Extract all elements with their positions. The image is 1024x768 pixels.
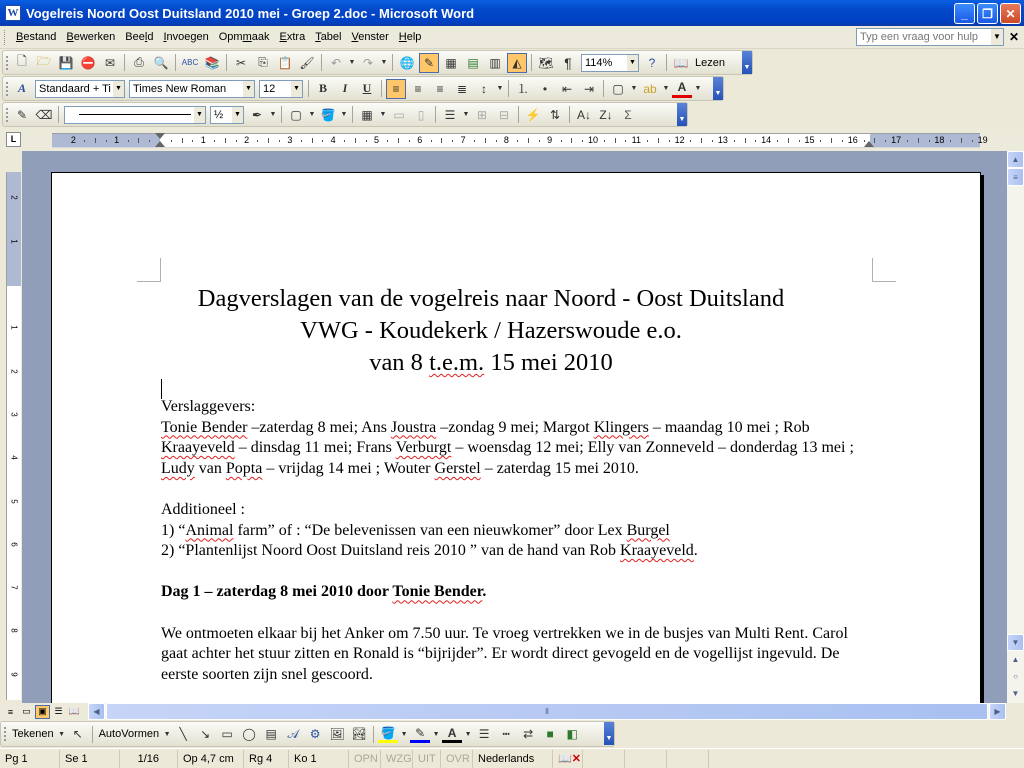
chevron-down-icon[interactable]: ▼ bbox=[194, 107, 205, 123]
chevron-down-icon[interactable]: ▼ bbox=[163, 730, 171, 738]
border-color-dropdown-icon[interactable]: ▼ bbox=[269, 111, 277, 118]
ruler-number: 19 bbox=[977, 135, 988, 145]
ruler-number: 15 bbox=[804, 135, 815, 145]
ruler-number: 7 bbox=[460, 135, 466, 145]
doc-title-line-2: VWG - Koudekerk / Hazerswoude e.o. bbox=[300, 317, 682, 344]
text-box-icon[interactable]: ▤ bbox=[265, 727, 277, 741]
text-caret bbox=[161, 379, 162, 399]
align-center-icon[interactable]: ≡ bbox=[414, 81, 422, 96]
scroll-thumb[interactable]: ≡ bbox=[1007, 168, 1024, 186]
ruler-tick bbox=[398, 138, 399, 143]
ruler-tick bbox=[820, 140, 821, 142]
menu-opmaak[interactable]: Opmmaak bbox=[218, 31, 270, 43]
insert-table-dropdown-icon[interactable]: ▼ bbox=[379, 111, 387, 118]
table-autoformat-icon[interactable]: ⚡ bbox=[525, 107, 541, 122]
align-cell-dropdown-icon[interactable]: ▼ bbox=[462, 111, 470, 118]
status-empty-2 bbox=[625, 750, 667, 768]
ruler-tick bbox=[690, 140, 691, 142]
ruler-tick bbox=[625, 140, 626, 142]
draw-menu-button[interactable]: Tekenen bbox=[12, 728, 54, 740]
ruler-tick bbox=[182, 138, 183, 143]
ruler-tick bbox=[539, 140, 540, 142]
drawing-icon[interactable]: ◭ bbox=[507, 53, 527, 73]
ruler-number: 14 bbox=[761, 135, 772, 145]
ruler-tick bbox=[517, 140, 518, 142]
scroll-up-icon[interactable]: ▲ bbox=[1007, 151, 1024, 168]
line-spacing-icon[interactable]: ↕ bbox=[481, 81, 487, 96]
vertical-ruler-number: 2 bbox=[9, 195, 19, 201]
crop-mark bbox=[872, 258, 896, 282]
underline-button[interactable]: U bbox=[362, 81, 372, 95]
style-select[interactable]: Standaard + Ti ▼ bbox=[35, 80, 125, 98]
next-page-icon[interactable]: ▼ bbox=[1007, 685, 1024, 702]
ruler-tick bbox=[312, 138, 313, 143]
hyperlink-icon[interactable]: 🌐 bbox=[399, 55, 415, 70]
styles-pane-icon[interactable]: A bbox=[17, 81, 26, 95]
verslaggevers-label: Verslaggevers: bbox=[161, 398, 256, 415]
chevron-down-icon[interactable]: ▼ bbox=[113, 81, 124, 97]
ruler-tick bbox=[582, 140, 583, 142]
restore-button[interactable]: ❐ bbox=[977, 3, 998, 24]
status-line[interactable]: Rg 4 bbox=[244, 750, 289, 768]
reading-layout-icon[interactable]: 📖 bbox=[68, 706, 81, 716]
align-cell-icon[interactable]: ☰ bbox=[444, 107, 456, 122]
right-margin-shade bbox=[870, 134, 980, 147]
menu-extra[interactable]: Extra bbox=[279, 31, 306, 43]
day-heading: Dag 1 – zaterdag 8 mei 2010 door Tonie Bender. bbox=[161, 583, 487, 601]
additioneel-label: Additioneel : bbox=[161, 500, 245, 518]
chevron-down-icon[interactable]: ▼ bbox=[58, 730, 66, 738]
font-color-dropdown-icon[interactable]: ▼ bbox=[464, 730, 472, 738]
show-hide-icon[interactable]: ¶ bbox=[564, 54, 572, 71]
ruler-tick bbox=[84, 140, 85, 142]
status-language[interactable]: Nederlands bbox=[473, 750, 553, 768]
ruler-tick bbox=[701, 138, 702, 143]
help-search-input[interactable]: Typ een vraag voor hulp ▼ bbox=[856, 28, 1004, 46]
align-left-icon[interactable]: ≡ bbox=[386, 79, 406, 99]
ruler-number: 1 bbox=[200, 135, 206, 145]
paste-icon[interactable]: 📋 bbox=[277, 55, 293, 70]
status-bar bbox=[0, 748, 1024, 768]
autoshapes-button[interactable]: AutoVormen bbox=[98, 728, 160, 740]
ruler-tick bbox=[344, 140, 345, 142]
menu-bestand[interactable]: Bestand bbox=[16, 31, 57, 43]
ruler-tick bbox=[149, 140, 150, 142]
toolbar-options-icon[interactable]: ▼ bbox=[742, 51, 752, 74]
menu-invoegen[interactable]: Invoegen bbox=[163, 31, 209, 43]
print-layout-icon[interactable]: ▣ bbox=[35, 705, 50, 719]
font-size-select[interactable]: 12 ▼ bbox=[259, 80, 303, 98]
ruler-tick bbox=[474, 140, 475, 142]
menu-tabel[interactable]: Tabel bbox=[315, 31, 342, 43]
research-icon[interactable]: 📚 bbox=[204, 55, 220, 70]
window-title: Vogelreis Noord Oost Duitsland 2010 mei - Groep 2.doc - Microsoft Word bbox=[26, 5, 475, 21]
web-layout-icon[interactable]: ▭ bbox=[22, 706, 31, 716]
status-position[interactable]: Op 4,7 cm bbox=[178, 750, 244, 768]
menu-grip[interactable] bbox=[4, 30, 7, 45]
chevron-down-icon[interactable]: ▼ bbox=[991, 29, 1003, 45]
vertical-ruler-number: 2 bbox=[9, 368, 19, 374]
redo-dropdown-icon[interactable]: ▼ bbox=[380, 59, 388, 66]
status-record-macro[interactable]: OPN bbox=[349, 750, 381, 768]
tables-borders-icon[interactable]: ✎ bbox=[419, 53, 439, 73]
save-icon[interactable]: 💾 bbox=[58, 55, 74, 70]
doc-title-line-1: Dagverslagen van de vogelreis naar Noord - Oost Duitsland bbox=[197, 285, 785, 312]
horizontal-scrollbar[interactable] bbox=[88, 703, 1006, 720]
eraser-icon[interactable]: ⌫ bbox=[35, 107, 53, 122]
scroll-right-icon[interactable]: ▶ bbox=[989, 703, 1006, 720]
ruler-tick bbox=[712, 140, 713, 142]
arrow-style-icon[interactable]: ⇄ bbox=[523, 727, 534, 741]
ruler-tick bbox=[279, 140, 280, 142]
border-dropdown-icon[interactable]: ▼ bbox=[630, 85, 638, 92]
additioneel-item-1: 1) “Animal farm” of : “De belevenissen van een nieuwkomer” door Lex Burgel bbox=[161, 521, 670, 539]
shadow-style-icon[interactable]: ■ bbox=[546, 727, 554, 741]
ruler-number: 8 bbox=[503, 135, 509, 145]
insert-excel-icon[interactable]: ▤ bbox=[467, 55, 479, 70]
new-document-icon[interactable]: 🗋 bbox=[17, 54, 27, 68]
line-icon[interactable]: ╲ bbox=[179, 727, 187, 741]
print-icon[interactable]: ⎙ bbox=[134, 55, 144, 69]
vertical-ruler-number: 9 bbox=[9, 671, 19, 677]
menu-beeld[interactable]: Beeld bbox=[125, 31, 154, 43]
body-paragraph: We ontmoeten elkaar bij het Anker om 7.50 uur. Te vroeg vertrekken we in de busjes van Multi Rent. Carol gaat achter het stuur zitten en Ronald is “bijrijder”. Er wordt direct gevogeld en de vogellijst ingevuld. De eerste soorten zijn snel gescoord. bbox=[161, 624, 848, 683]
ruler-tick bbox=[485, 138, 486, 143]
print-preview-icon[interactable]: 🔍 bbox=[153, 55, 169, 70]
oval-icon[interactable]: ◯ bbox=[242, 727, 256, 741]
draw-table-icon[interactable]: ✎ bbox=[16, 107, 28, 122]
ruler-tick bbox=[171, 140, 172, 142]
previous-page-icon[interactable]: ▲ bbox=[1007, 651, 1024, 668]
normal-view-icon[interactable]: ≡ bbox=[7, 706, 14, 717]
font-color-icon[interactable]: A bbox=[442, 725, 462, 743]
bold-button[interactable]: B bbox=[318, 81, 327, 95]
vertical-ruler-number: 4 bbox=[9, 455, 19, 460]
status-section[interactable]: Se 1 bbox=[60, 750, 120, 768]
menu-venster[interactable]: Venster bbox=[351, 31, 389, 43]
chevron-down-icon[interactable]: ▼ bbox=[243, 81, 254, 97]
first-line-indent-marker[interactable] bbox=[155, 133, 165, 139]
ruler-tick bbox=[799, 140, 800, 142]
sort-descending-icon[interactable]: Z↓ bbox=[599, 107, 613, 122]
scroll-left-icon[interactable]: ◀ bbox=[88, 703, 105, 720]
fill-color-icon[interactable]: 🪣 bbox=[378, 725, 398, 743]
wordart-icon[interactable]: 𝒜 bbox=[287, 726, 299, 741]
ruler-tick bbox=[929, 140, 930, 142]
ruler-number: 17 bbox=[891, 135, 902, 145]
redo-icon[interactable]: ↷ bbox=[362, 55, 374, 70]
copy-icon[interactable]: ⎘ bbox=[258, 55, 268, 69]
status-page[interactable]: Pg 1 bbox=[0, 750, 60, 768]
ruler-tick bbox=[604, 140, 605, 142]
text-direction-icon[interactable]: ⇅ bbox=[549, 107, 561, 122]
vertical-scrollbar[interactable] bbox=[1007, 151, 1024, 703]
ruler-tick bbox=[268, 138, 269, 143]
status-track-changes[interactable]: WZG bbox=[381, 750, 413, 768]
standard-toolbar bbox=[2, 50, 753, 75]
ruler-number: 16 bbox=[847, 135, 858, 145]
ruler-number: 9 bbox=[547, 135, 553, 145]
ruler-number: 11 bbox=[631, 135, 641, 145]
ruler-number: 12 bbox=[674, 135, 685, 145]
ruler-tick bbox=[658, 138, 659, 143]
vertical-ruler-number: 3 bbox=[9, 412, 19, 417]
vertical-ruler-number: 5 bbox=[9, 498, 19, 504]
picture-icon[interactable]: 🏞 bbox=[351, 727, 367, 741]
clip-art-icon[interactable]: 🖼 bbox=[329, 727, 345, 741]
ruler-tick bbox=[885, 140, 886, 142]
outside-border-dropdown-icon[interactable]: ▼ bbox=[308, 111, 316, 118]
ruler-number: 6 bbox=[417, 135, 423, 145]
outline-view-icon[interactable]: ☰ bbox=[54, 706, 63, 716]
line-color-dropdown-icon[interactable]: ▼ bbox=[432, 730, 440, 738]
word-app-icon[interactable]: W bbox=[5, 5, 21, 21]
status-extend[interactable]: UIT bbox=[413, 750, 441, 768]
align-right-icon[interactable]: ≡ bbox=[436, 81, 444, 96]
ruler-tick bbox=[452, 140, 453, 142]
rectangle-icon[interactable]: ▭ bbox=[221, 727, 233, 741]
ruler-tick bbox=[907, 140, 908, 142]
numbering-icon[interactable]: ⒈ bbox=[516, 82, 529, 96]
verslaggevers-text: Tonie Bender –zaterdag 8 mei; Ans Joustra –zondag 9 mei; Margot Klingers – maandag 10 mei ; Rob Kraayeveld – dinsdag 11 mei; Frans Verburgt – woensdag 12 mei; Elly van Zonneveld – donderdag 13 mei ; Ludy van Popta – vrijdag 14 mei ; Wouter Gerstel – zaterdag 15 mei 2010. bbox=[161, 418, 854, 477]
horizontal-ruler[interactable] bbox=[52, 133, 988, 148]
ruler-area bbox=[0, 129, 1024, 151]
highlight-dropdown-icon[interactable]: ▼ bbox=[662, 85, 670, 92]
status-empty-3 bbox=[667, 750, 709, 768]
border-icon[interactable]: ▢ bbox=[612, 81, 624, 96]
ruler-tick bbox=[355, 138, 356, 143]
font-select[interactable]: Times New Roman ▼ bbox=[129, 80, 255, 98]
cut-icon[interactable]: ✂ bbox=[235, 55, 247, 70]
ruler-tick bbox=[257, 140, 258, 142]
zoom-select[interactable]: 114% ▼ bbox=[581, 54, 639, 72]
spelling-icon[interactable]: ABC bbox=[181, 58, 199, 67]
ruler-tick bbox=[864, 140, 865, 142]
vertical-ruler-number: 7 bbox=[9, 585, 19, 590]
distribute-columns-icon[interactable]: ⊟ bbox=[498, 107, 510, 122]
status-column[interactable]: Ko 1 bbox=[289, 750, 349, 768]
status-overtype[interactable]: OVR bbox=[441, 750, 473, 768]
document-area[interactable] bbox=[22, 151, 1007, 703]
distribute-rows-icon[interactable]: ⊞ bbox=[476, 107, 488, 122]
line-style-icon[interactable]: ☰ bbox=[478, 727, 490, 741]
ruler-tick bbox=[950, 140, 951, 142]
read-button[interactable]: Lezen bbox=[695, 56, 725, 69]
top-margin-shade bbox=[7, 172, 21, 286]
minimize-button[interactable]: _ bbox=[954, 3, 975, 24]
ruler-tick bbox=[918, 138, 919, 143]
merge-cells-icon[interactable]: ▭ bbox=[393, 107, 405, 122]
ruler-tick bbox=[647, 140, 648, 142]
ruler-tick bbox=[734, 140, 735, 142]
font-color-dropdown-icon[interactable]: ▼ bbox=[694, 85, 702, 92]
close-button[interactable]: ✕ bbox=[1000, 3, 1021, 24]
split-cells-icon[interactable]: ▯ bbox=[417, 107, 425, 122]
vertical-ruler-number: 8 bbox=[9, 628, 19, 634]
dash-style-icon[interactable]: ┅ bbox=[502, 727, 510, 741]
insert-table-icon[interactable]: ▦ bbox=[361, 107, 373, 122]
crop-mark bbox=[137, 258, 161, 282]
autosum-icon[interactable]: Σ bbox=[624, 107, 632, 122]
line-weight-select[interactable]: ½ ▼ bbox=[210, 106, 244, 124]
ruler-tick bbox=[745, 138, 746, 143]
format-painter-icon[interactable]: 🖌 bbox=[299, 55, 315, 70]
tables-borders-toolbar bbox=[2, 102, 688, 127]
ruler-tick bbox=[301, 140, 302, 142]
vertical-ruler-number: 1 bbox=[9, 238, 19, 244]
right-indent-marker[interactable] bbox=[864, 141, 874, 147]
3d-style-icon[interactable]: ◧ bbox=[566, 727, 578, 741]
permission-icon[interactable]: ⛔ bbox=[80, 55, 96, 70]
fill-color-dropdown-icon[interactable]: ▼ bbox=[400, 730, 408, 738]
email-icon[interactable]: ✉ bbox=[104, 55, 116, 70]
ruler-tick bbox=[192, 140, 193, 142]
help-icon[interactable]: ? bbox=[648, 55, 656, 70]
browse-object-icon[interactable]: ○ bbox=[1007, 668, 1024, 685]
ruler-tick bbox=[138, 138, 139, 143]
decrease-indent-icon[interactable]: ⇤ bbox=[561, 81, 573, 96]
ruler-tick bbox=[561, 140, 562, 142]
status-page-count[interactable]: 1/16 bbox=[120, 750, 178, 768]
ruler-tick bbox=[777, 140, 778, 142]
italic-button[interactable]: I bbox=[342, 81, 348, 95]
ruler-tick bbox=[571, 138, 572, 143]
chevron-down-icon[interactable]: ▼ bbox=[627, 55, 638, 71]
ruler-tick bbox=[387, 140, 388, 142]
border-color-icon[interactable]: ✒ bbox=[251, 107, 263, 122]
ruler-number: 5 bbox=[373, 135, 380, 145]
formatting-toolbar bbox=[2, 76, 724, 101]
outside-border-icon[interactable]: ▢ bbox=[290, 107, 302, 122]
document-body[interactable] bbox=[161, 283, 871, 685]
justify-icon[interactable]: ≣ bbox=[456, 81, 468, 96]
ruler-tick bbox=[874, 138, 875, 143]
ruler-tick bbox=[842, 140, 843, 142]
doc-title-line-3: van 8 t.e.m. 15 mei 2010 bbox=[369, 349, 613, 376]
ruler-tick bbox=[128, 140, 129, 142]
view-buttons bbox=[0, 703, 88, 720]
ruler-number: 10 bbox=[587, 135, 599, 145]
close-document-icon[interactable]: ✕ bbox=[1009, 30, 1020, 44]
shading-dropdown-icon[interactable]: ▼ bbox=[340, 111, 348, 118]
font-color-icon[interactable]: A bbox=[672, 80, 692, 98]
ruler-tick bbox=[322, 140, 323, 142]
hanging-indent-marker[interactable] bbox=[155, 141, 165, 147]
ruler-tick bbox=[496, 140, 497, 142]
vertical-ruler[interactable] bbox=[6, 172, 21, 700]
chevron-down-icon[interactable]: ▼ bbox=[232, 107, 243, 123]
increase-indent-icon[interactable]: ⇥ bbox=[583, 81, 595, 96]
scroll-thumb-horizontal[interactable]: ⦀ bbox=[106, 703, 988, 720]
title-bar bbox=[0, 0, 1024, 26]
ruler-number: 3 bbox=[287, 135, 293, 145]
open-folder-icon[interactable]: 🗁 bbox=[36, 54, 52, 68]
status-empty-1 bbox=[583, 750, 625, 768]
vertical-ruler-number: 1 bbox=[9, 325, 19, 331]
ruler-tick bbox=[441, 138, 442, 143]
ruler-tick bbox=[214, 140, 215, 142]
ruler-number: 18 bbox=[934, 135, 945, 145]
read-icon[interactable]: 📖 bbox=[673, 55, 689, 70]
ruler-number: 13 bbox=[717, 135, 728, 145]
vertical-ruler-number: 6 bbox=[9, 542, 19, 547]
ruler-tick bbox=[366, 140, 367, 142]
shading-icon[interactable]: 🪣 bbox=[320, 107, 336, 122]
toolbar-options-icon[interactable]: ▼ bbox=[713, 77, 723, 100]
arrow-icon[interactable]: ↘ bbox=[200, 727, 211, 741]
line-style-select[interactable] bbox=[64, 106, 206, 124]
ruler-tick bbox=[409, 140, 410, 142]
toolbar-options-icon[interactable]: ▼ bbox=[677, 103, 687, 126]
tab-selector[interactable]: L bbox=[6, 132, 21, 147]
menu-help[interactable]: Help bbox=[398, 31, 422, 43]
ruler-number: 2 bbox=[70, 135, 76, 145]
ruler-tick bbox=[225, 138, 226, 143]
line-color-icon[interactable]: ✎ bbox=[410, 725, 430, 743]
bullets-icon[interactable]: • bbox=[542, 81, 548, 96]
ruler-number: 2 bbox=[244, 135, 250, 145]
undo-dropdown-icon[interactable]: ▼ bbox=[348, 59, 356, 66]
ruler-tick bbox=[755, 140, 756, 142]
page[interactable] bbox=[51, 172, 981, 703]
diagram-icon[interactable]: ⚙ bbox=[309, 727, 321, 741]
toolbar-options-icon[interactable]: ▼ bbox=[604, 722, 614, 745]
ruler-tick bbox=[961, 138, 962, 143]
menu-bewerken[interactable]: Bewerken bbox=[66, 31, 116, 43]
highlight-icon[interactable]: ab bbox=[643, 81, 657, 96]
spelling-status-icon[interactable]: 📖✕ bbox=[553, 750, 583, 768]
ruler-tick bbox=[831, 138, 832, 143]
undo-icon[interactable]: ↶ bbox=[330, 55, 342, 70]
document-map-icon[interactable]: 🗺 bbox=[538, 55, 554, 70]
ruler-tick bbox=[431, 140, 432, 142]
ruler-tick bbox=[615, 138, 616, 143]
ruler-tick bbox=[972, 140, 973, 142]
ruler-tick bbox=[95, 138, 96, 143]
ruler-number: 1 bbox=[114, 135, 120, 145]
additioneel-item-2: 2) “Plantenlijst Noord Oost Duitsland reis 2010 ” van de hand van Rob Kraayeveld. bbox=[161, 542, 698, 560]
ruler-tick bbox=[528, 138, 529, 143]
drawing-toolbar bbox=[0, 721, 615, 747]
ruler-tick bbox=[669, 140, 670, 142]
ruler-tick bbox=[106, 140, 107, 142]
chevron-down-icon[interactable]: ▼ bbox=[291, 81, 302, 97]
insert-table-icon[interactable]: ▦ bbox=[445, 55, 457, 70]
select-objects-icon[interactable]: ↖ bbox=[72, 727, 83, 741]
ruler-tick bbox=[236, 140, 237, 142]
sort-ascending-icon[interactable]: A↓ bbox=[576, 107, 591, 122]
scroll-down-icon[interactable]: ▼ bbox=[1007, 634, 1024, 651]
ruler-tick bbox=[788, 138, 789, 143]
ruler-number: 4 bbox=[330, 135, 336, 145]
columns-icon[interactable]: ▥ bbox=[489, 55, 501, 70]
line-spacing-dropdown-icon[interactable]: ▼ bbox=[496, 85, 504, 92]
